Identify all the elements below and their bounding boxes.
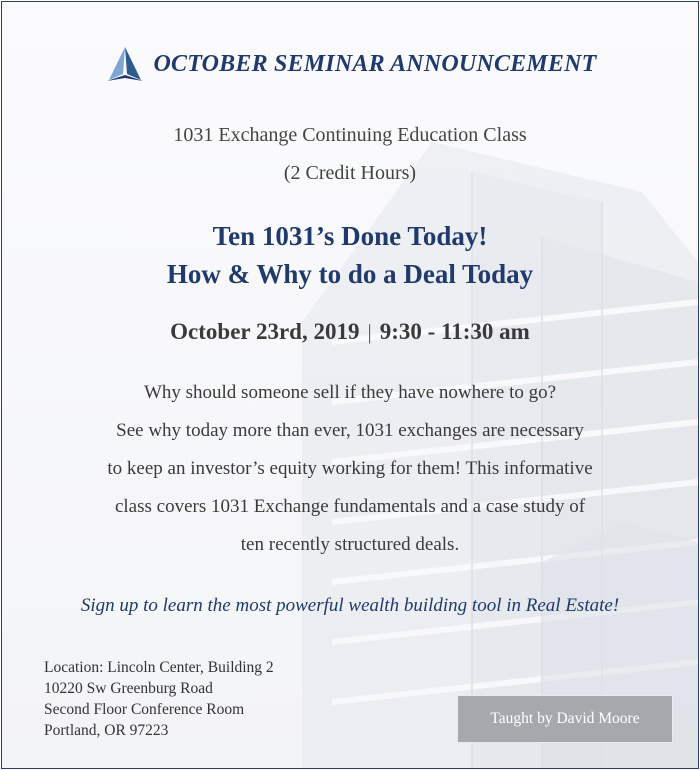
location-line: Second Floor Conference Room	[44, 701, 245, 718]
location-line: 10220 Sw Greenburg Road	[44, 680, 213, 697]
announcement-card	[1, 1, 699, 769]
header	[2, 44, 698, 84]
event-date: October 23rd, 2019	[170, 319, 360, 344]
description-line: class covers 1031 Exchange fundamentals and a case study of	[114, 496, 586, 517]
description-line: Why should someone sell if they have nowhere to go?	[143, 382, 557, 403]
date-time-separator: |	[367, 320, 372, 344]
headline-line-1: Ten 1031’s Done Today!	[212, 221, 488, 251]
call-to-action: Sign up to learn the most powerful wealth building tool in Real Estate!	[80, 595, 620, 616]
course-name: 1031 Exchange Continuing Education Class	[173, 124, 527, 146]
location-block	[44, 657, 274, 741]
location-line: Portland, OR 97223	[44, 722, 169, 739]
description-line: to keep an investor’s equity working for them! This informative	[107, 458, 593, 479]
event-time: 9:30 - 11:30 am	[379, 319, 530, 344]
triangle-logo-icon	[103, 44, 147, 84]
credit-hours: (2 Credit Hours)	[283, 162, 417, 184]
location-line: Location: Lincoln Center, Building 2	[44, 659, 274, 676]
description-line: See why today more than ever, 1031 exchanges are necessary	[116, 420, 584, 441]
headline-line-2: How & Why to do a Deal Today	[166, 259, 534, 289]
description	[22, 374, 678, 564]
announcement-title: OCTOBER SEMINAR ANNOUNCEMENT	[153, 50, 597, 77]
event-date-time	[2, 319, 698, 345]
description-line: ten recently structured deals.	[240, 534, 460, 555]
instructor-badge: Taught by David Moore	[457, 695, 673, 743]
